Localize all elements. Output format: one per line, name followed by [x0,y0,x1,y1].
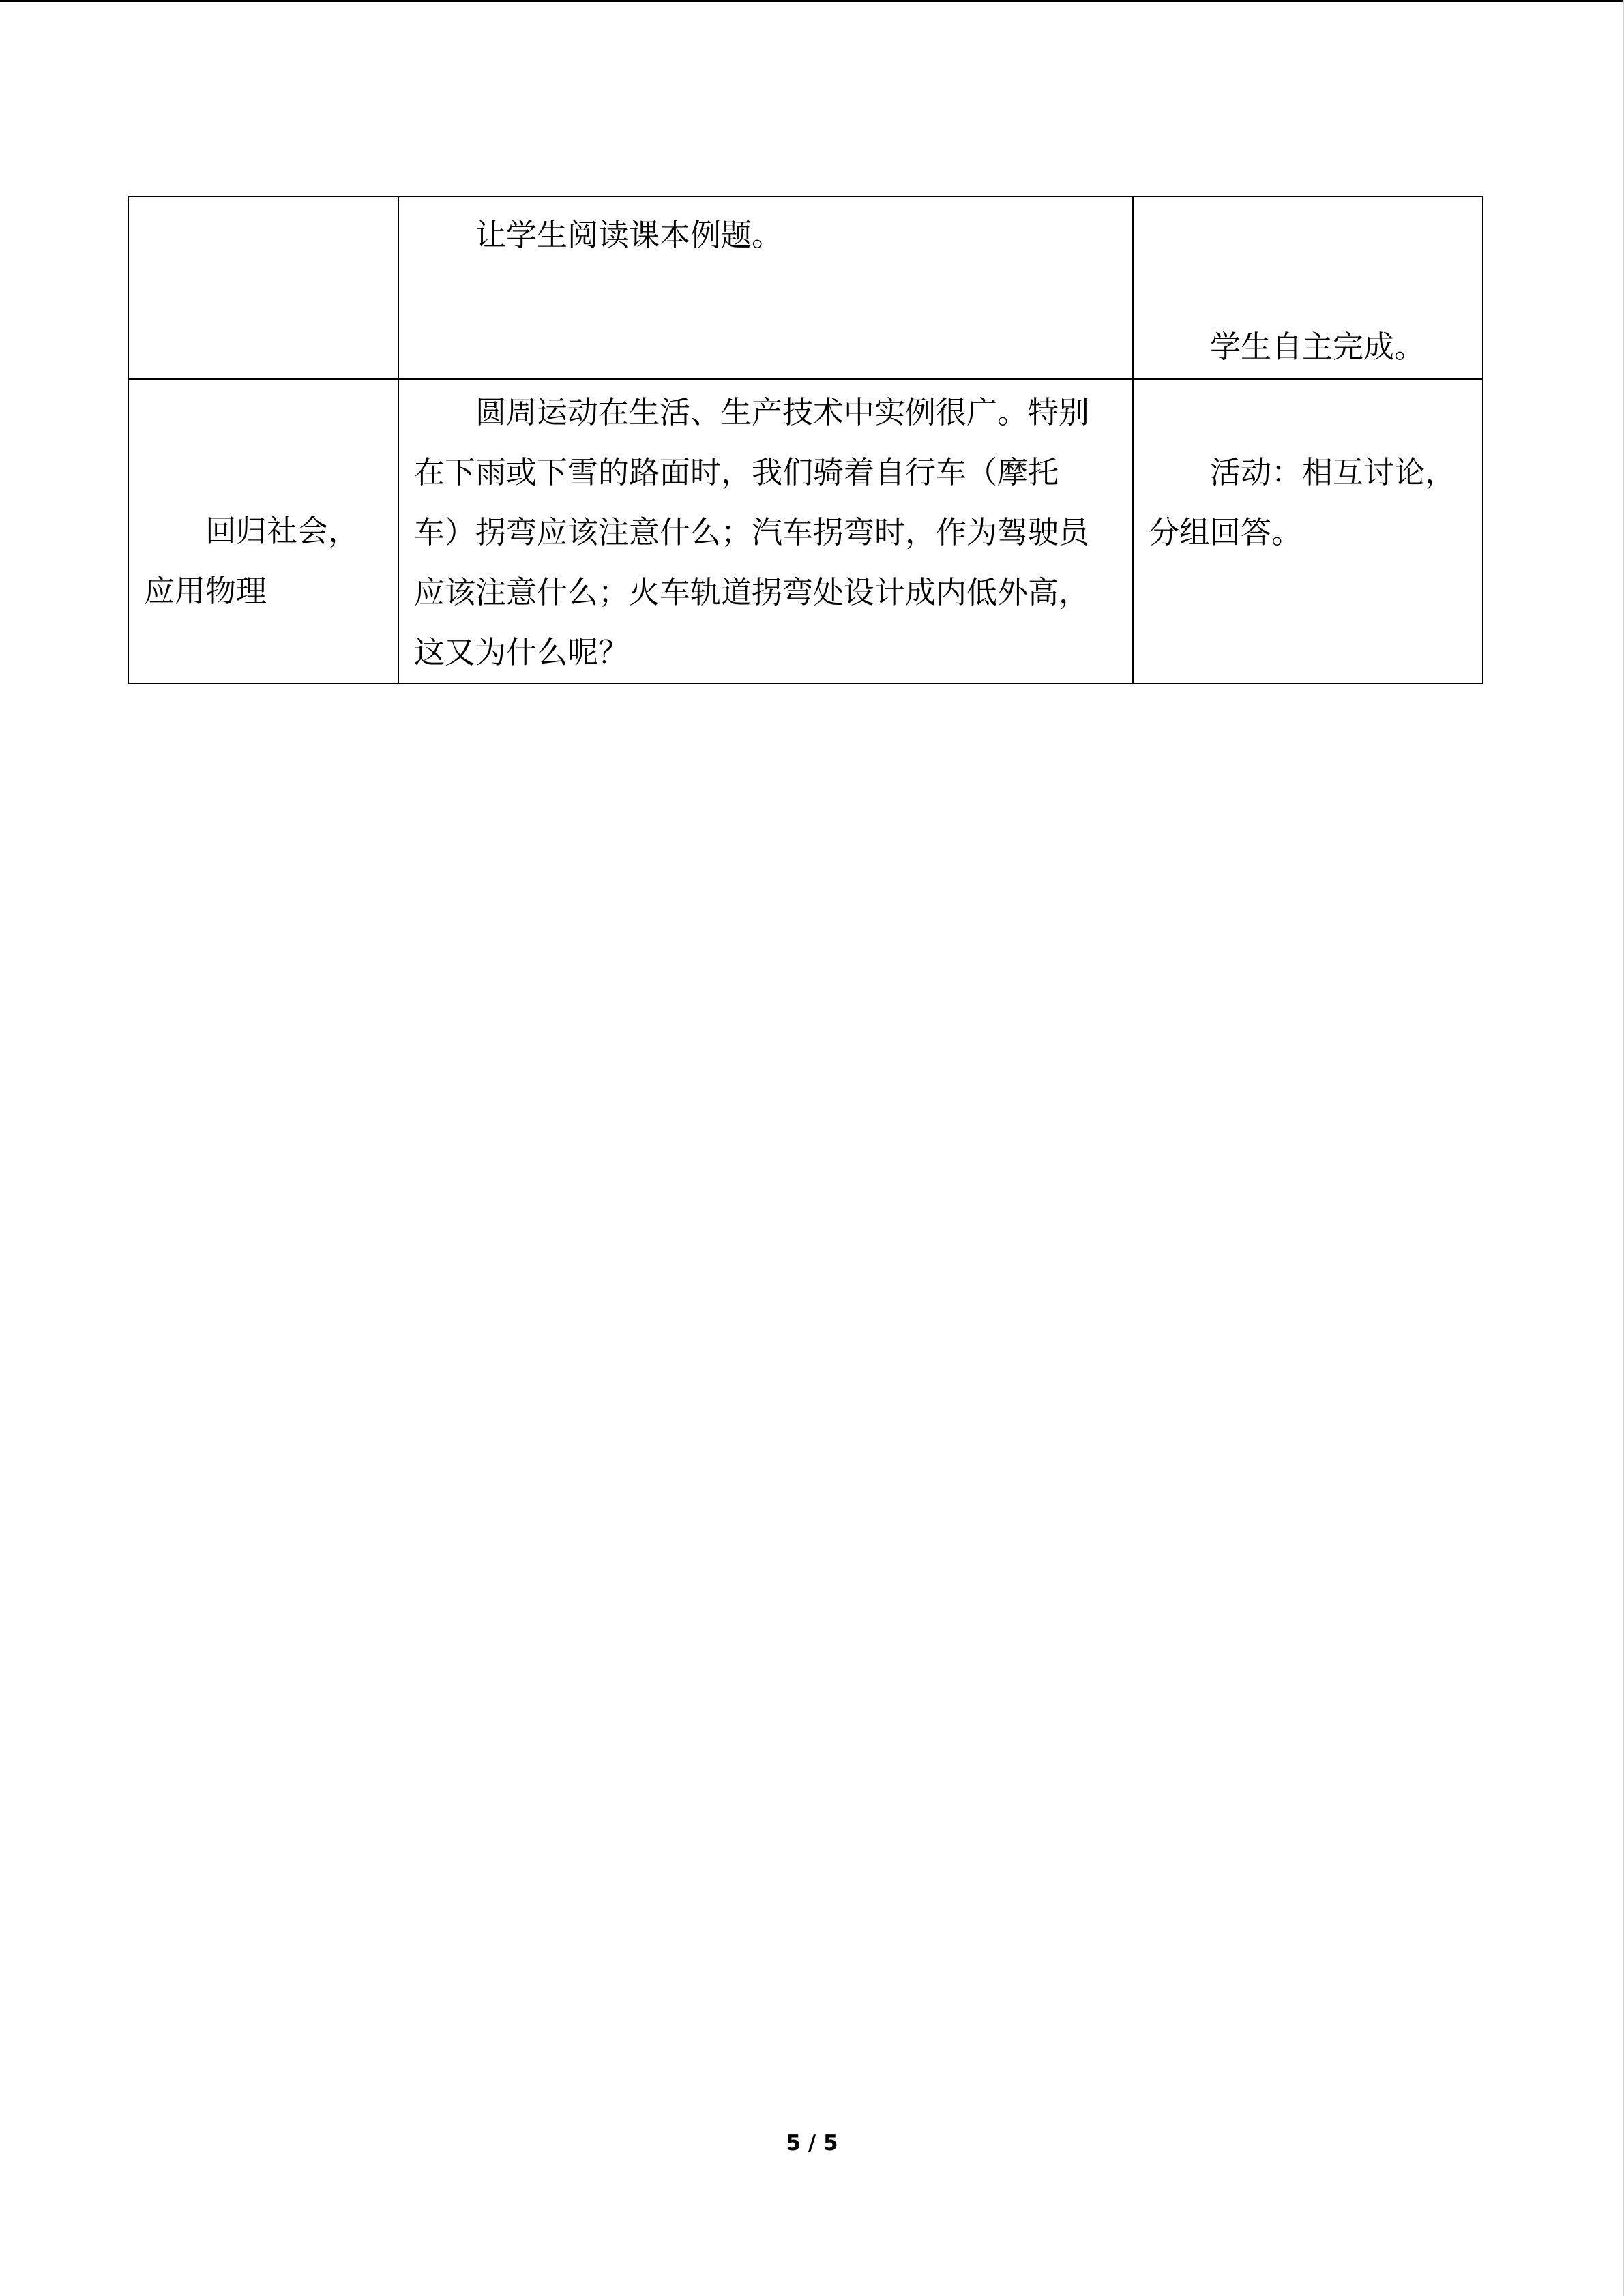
stage-cell [128,379,398,683]
teacher-activity-text: 圆周运动在生活、生产技术中实例很广。特别在下雨或下雪的路面时，我们骑着自行车（摩托车）拐弯应该注意什么；汽车拐弯时，作为驾驶员应该注意什么；火车轨道拐弯处设计成内低外高，这又为什么呢？ [414,394,1090,670]
teacher-activity-cell [398,379,1133,683]
page-number: 5 / 5 [786,2131,838,2156]
table-row [128,196,1483,379]
student-activity-text: 学生自主完成。 [1210,329,1426,365]
stage-label: 回归社会，应用物理 [144,513,359,609]
top-border-line [0,0,1624,2]
student-activity-text: 活动：相互讨论，分组回答。 [1149,454,1456,550]
teacher-activity-text: 让学生阅读课本例题。 [475,217,783,253]
stage-cell [128,196,398,379]
student-activity-cell [1133,379,1483,683]
table-row [128,379,1483,683]
lesson-plan-table [128,196,1483,684]
student-activity-cell [1133,196,1483,379]
teacher-activity-cell [398,196,1133,379]
